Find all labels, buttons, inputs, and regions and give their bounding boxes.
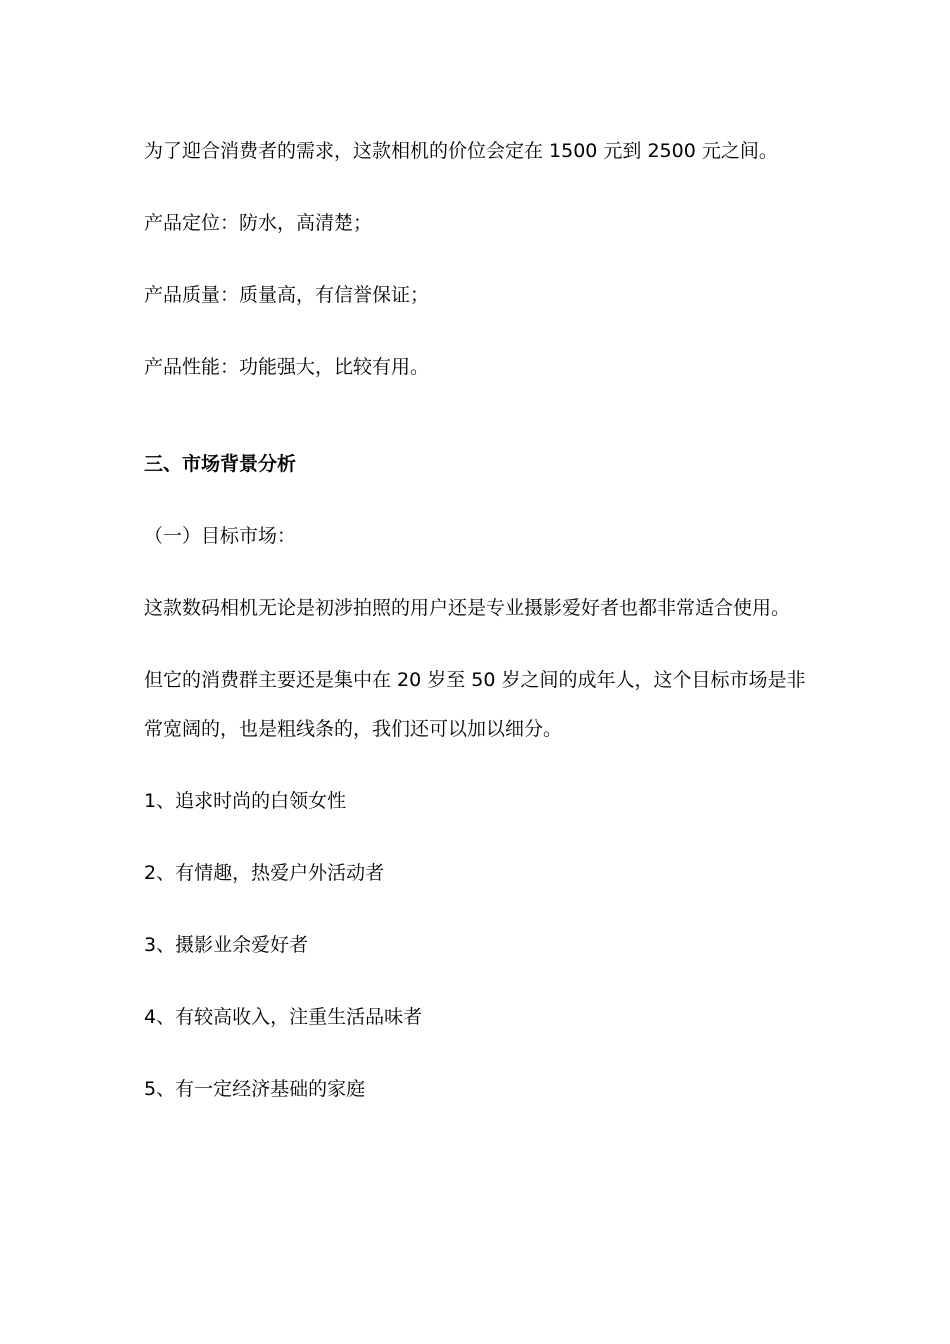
product-positioning-text: 产品定位：防水，高清楚； [144, 212, 373, 234]
section-heading-market-analysis: 三、市场背景分析 [144, 453, 297, 475]
product-quality-text: 产品质量：质量高，有信誉保证； [144, 284, 430, 306]
paragraph-consumer-group-line-1: 但它的消费群主要还是集中在 20 岁至 50 岁之间的成年人，这个目标市场是非 [144, 669, 806, 691]
paragraph-consumer-group-line-2: 常宽阔的，也是粗线条的，我们还可以加以细分。 [144, 718, 563, 740]
paragraph-suitability: 这款数码相机无论是初涉拍照的用户还是专业摄影爱好者也都非常适合使用。 [144, 597, 791, 619]
subsection-heading-target-market: （一）目标市场： [144, 525, 297, 547]
list-item: 1、追求时尚的白领女性 [144, 790, 347, 812]
list-item: 4、有较高收入，注重生活品味者 [144, 1006, 423, 1028]
list-item: 3、摄影业余爱好者 [144, 934, 309, 956]
list-item: 5、有一定经济基础的家庭 [144, 1078, 366, 1100]
price-range-text: 为了迎合消费者的需求，这款相机的价位会定在 1500 元到 2500 元之间。 [144, 140, 778, 162]
product-performance-text: 产品性能：功能强大，比较有用。 [144, 356, 430, 378]
list-item: 2、有情趣，热爱户外活动者 [144, 862, 385, 884]
